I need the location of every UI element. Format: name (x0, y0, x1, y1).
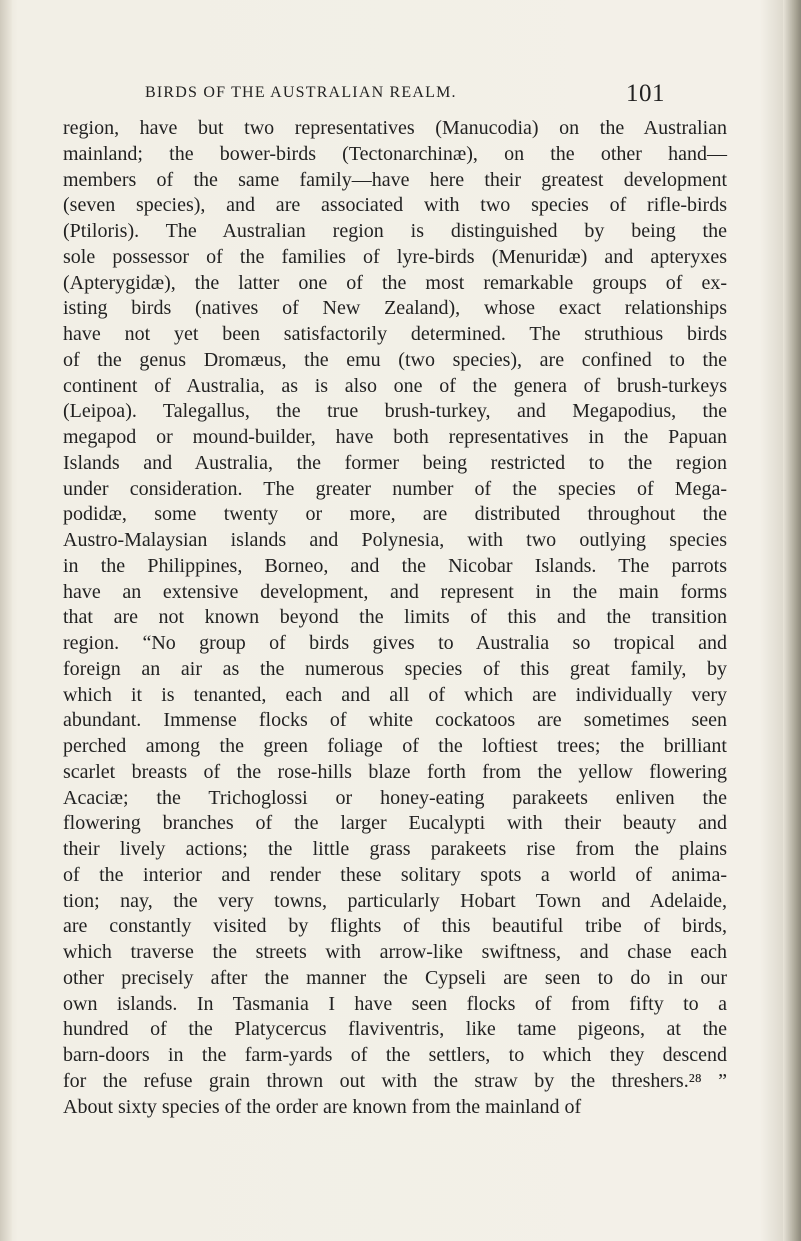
page-gutter-shadow (0, 0, 12, 1241)
text-line: scarlet breasts of the rose-hills blaze forth from the yellow flowering (63, 760, 727, 783)
text-line: (Apterygidæ), the latter one of the most remarkable groups of ex- (63, 271, 727, 294)
text-line: own islands. In Tasmania I have seen flocks of from fifty to a (63, 992, 727, 1015)
text-line: under consideration. The greater number of the species of Mega- (63, 477, 727, 500)
text-line: isting birds (natives of New Zealand), whose exact relationships (63, 297, 727, 320)
text-line: which it is tenanted, each and all of which are individually very (63, 683, 727, 706)
text-line: perched among the green foliage of the loftiest trees; the brilliant (63, 735, 727, 757)
text-line: foreign an air as the numerous species of this great family, by (63, 657, 727, 680)
text-line: Acaciæ; the Trichoglossi or honey-eating parakeets enliven the (63, 786, 727, 809)
text-line: megapod or mound-builder, have both representatives in the Papuan (63, 426, 727, 448)
text-line: podidæ, some twenty or more, are distributed throughout the (63, 503, 727, 526)
text-line: their lively actions; the little grass parakeets rise from the plains (63, 838, 727, 860)
running-title: BIRDS OF THE AUSTRALIAN REALM. (145, 84, 457, 101)
text-line: for the refuse grain thrown out with the straw by the threshers.²⁸ ” (63, 1069, 727, 1092)
page-edge-shadow (783, 0, 801, 1241)
text-line: region. “No group of birds gives to Australia so tropical and (63, 632, 727, 654)
text-line: members of the same family—have here their greatest development (63, 168, 727, 191)
text-line: mainland; the bower-birds (Tectonarchinæ), on the other hand— (63, 142, 727, 165)
text-line: tion; nay, the very towns, particularly Hobart Town and Adelaide, (63, 889, 727, 912)
text-line: (Ptiloris). The Australian region is distinguished by being the (63, 220, 727, 242)
text-line: About sixty species of the order are known from the mainland of (63, 1095, 582, 1118)
text-line: have an extensive development, and represent in the main forms (63, 580, 727, 603)
text-line: (seven species), and are associated with two species of rifle-birds (63, 194, 727, 217)
text-line: barn-doors in the farm-yards of the settlers, to which they descend (63, 1044, 727, 1066)
text-line: hundred of the Platycercus flaviventris, like tame pigeons, at the (63, 1018, 727, 1041)
text-line: (Leipoa). Talegallus, the true brush-turkey, and Megapodius, the (63, 400, 727, 423)
text-line: other precisely after the manner the Cypseli are seen to do in our (63, 966, 727, 989)
text-line: of the interior and render these solitary spots a world of anima- (63, 863, 727, 886)
text-line: which traverse the streets with arrow-like swiftness, and chase each (63, 941, 727, 963)
text-line: of the genus Dromæus, the emu (two species), are confined to the (63, 348, 727, 371)
text-line: in the Philippines, Borneo, and the Nicobar Islands. The parrots (63, 554, 727, 577)
text-line: sole possessor of the families of lyre-birds (Menuridæ) and apteryxes (63, 245, 727, 268)
running-header (145, 80, 665, 110)
text-line: flowering branches of the larger Eucalypti with their beauty and (63, 812, 727, 835)
text-line: abundant. Immense flocks of white cockatoos are sometimes seen (63, 709, 727, 732)
text-line: Islands and Australia, the former being restricted to the region (63, 451, 727, 474)
text-line: continent of Australia, as is also one of the genera of brush-turkeys (63, 374, 727, 397)
page-number: 101 (626, 80, 665, 107)
text-line: Austro-Malaysian islands and Polynesia, with two outlying species (63, 529, 727, 551)
body-paragraph (63, 116, 727, 1120)
text-line: that are not known beyond the limits of this and the transition (63, 606, 727, 629)
text-line: region, have but two representatives (Manucodia) on the Australian (63, 117, 727, 139)
text-line: are constantly visited by flights of this beautiful tribe of birds, (63, 915, 727, 938)
text-line: have not yet been satisfactorily determined. The struthious birds (63, 323, 727, 345)
